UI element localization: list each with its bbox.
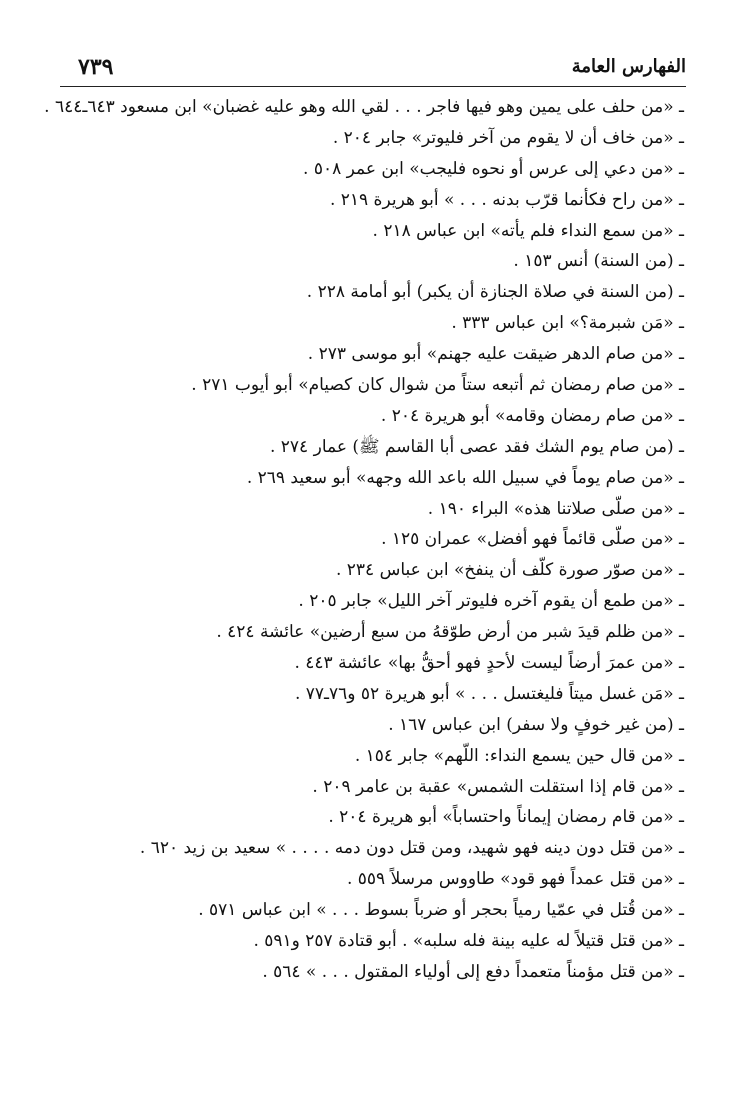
index-entry: ـ «مَن شبرمة؟» ابن عباس ٣٣٣ . <box>451 313 684 334</box>
index-entry: ـ «من حلف على يمين وهو فيها فاجر . . . لقي الله وهو عليه غضبان» ابن مسعود ٦٤٣ـ٦٤٤ . <box>44 97 684 117</box>
page-header <box>60 52 686 87</box>
index-entry: ـ «من دعي إلى عرس أو نحوه فليجب» ابن عمر ٥٠٨ . <box>303 158 684 179</box>
index-entry: ـ «من صلّى قائماً فهو أفضل» عمران ١٢٥ . <box>381 529 684 550</box>
index-entry: ـ (من صام يوم الشك فقد عصى أبا القاسم ﷺ) عمار ٢٧٤ . <box>269 436 684 457</box>
hadith-index-list <box>40 92 684 988</box>
index-entry: ـ «من خاف أن لا يقوم من آخر فليوتر» جابر ٢٠٤ . <box>332 127 684 148</box>
index-entry: ـ «من قُتل في عمّيا رمياً بحجر أو ضرباً بسوط . . . » ابن عباس ٥٧١ . <box>198 900 684 921</box>
index-entry: ـ «من صام الدهر ضيقت عليه جهنم» أبو موسى ٢٧٣ . <box>307 344 684 365</box>
index-entry: ـ «من قام إذا استقلت الشمس» عقبة بن عامر ٢٠٩ . <box>312 776 684 797</box>
index-entry: ـ «من صام رمضان وقامه» أبو هريرة ٢٠٤ . <box>380 405 684 426</box>
index-entry: ـ (من السنة في صلاة الجنازة أن يكبر) أبو أمامة ٢٢٨ . <box>306 282 684 303</box>
index-entry: ـ «من عمرَ أرضاً ليست لأحدٍ فهو أحقُّ بها» عائشة ٤٤٣ . <box>294 653 684 674</box>
index-entry: ـ «مَن غسل ميتاً فليغتسل . . . » أبو هريرة ٥٢ و٧٦ـ٧٧ . <box>294 683 684 704</box>
index-entry: ـ «من صلّى صلاتنا هذه» البراء ١٩٠ . <box>427 498 684 519</box>
index-entry: ـ «من قتل دون دينه فهو شهيد، ومن قتل دون دمه . . . . » سعيد بن زيد ٦٢٠ . <box>139 838 684 859</box>
index-entry: ـ «من طمع أن يقوم آخره فليوتر آخر الليل» جابر ٢٠٥ . <box>298 591 684 612</box>
index-entry: ـ «من قتل مؤمناً متعمداً دفع إلى أولياء المقتول . . . » ٥٦٤ . <box>262 961 684 982</box>
index-entry: ـ «من قتل عمداً فهو قود» طاووس مرسلاً ٥٥٩ . <box>346 869 684 890</box>
index-entry: ـ «من صوّر صورة كلّف أن ينفخ» ابن عباس ٢٣٤ . <box>335 560 684 581</box>
index-entry: ـ «من صام يوماً في سبيل الله باعد الله وجهه» أبو سعيد ٢٦٩ . <box>246 467 684 488</box>
index-entry: ـ «من قتل قتيلاً له عليه بينة فله سلبه» . أبو قتادة ٢٥٧ و٥٩١ . <box>253 931 684 952</box>
index-entry: ـ «من ظلم قيدَ شبر من أرض طوّقهُ من سبع أرضين» عائشة ٤٢٤ . <box>216 622 684 643</box>
index-entry: ـ «من سمع النداء فلم يأته» ابن عباس ٢١٨ . <box>372 220 684 241</box>
page-number: ٧٣٩ <box>78 54 114 80</box>
index-entry: ـ (من غير خوفٍ ولا سفر) ابن عباس ١٦٧ . <box>388 714 684 735</box>
index-entry: ـ «من صام رمضان ثم أتبعه ستاً من شوال كان كصيام» أبو أيوب ٢٧١ . <box>191 375 684 396</box>
index-entry: ـ «من قام رمضان إيماناً واحتساباً» أبو هريرة ٢٠٤ . <box>328 807 684 828</box>
index-entry: ـ (من السنة) أنس ١٥٣ . <box>513 251 684 272</box>
index-entry: ـ «من راح فكأنما قرّب بدنه . . . » أبو هريرة ٢١٩ . <box>329 189 684 210</box>
index-entry: ـ «من قال حين يسمع النداء: اللّهم» جابر ١٥٤ . <box>354 745 684 766</box>
section-title: الفهارس العامة <box>571 56 686 77</box>
